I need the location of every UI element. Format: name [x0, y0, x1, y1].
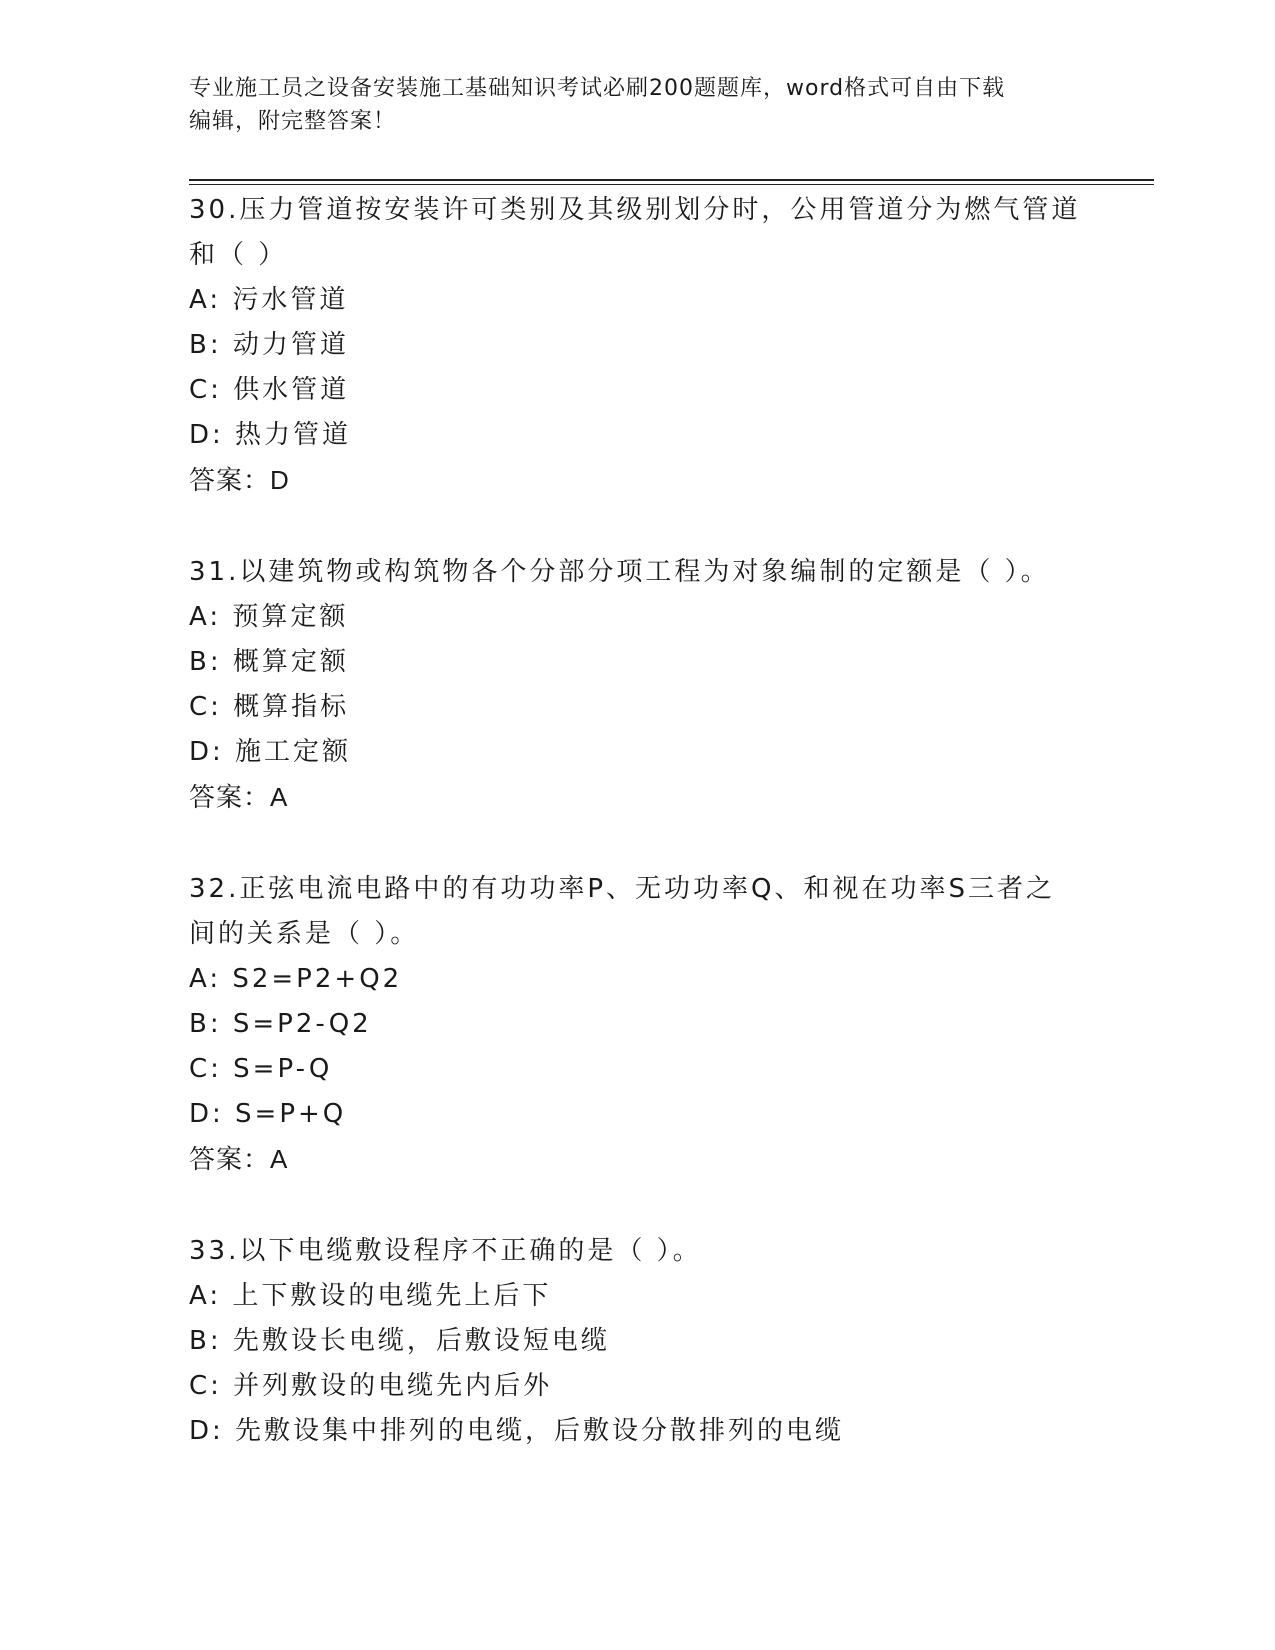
answer: 答案：D — [189, 465, 290, 495]
option-a: A: 预算定额 — [189, 602, 349, 632]
question-stem: 30.压力管道按安装许可类别及其级别划分时，公用管道分为燃气管道 — [189, 195, 1081, 225]
question-stem-continued: 间的关系是（ ）。 — [189, 919, 420, 949]
option-c: C: 并列敷设的电缆先内后外 — [189, 1371, 553, 1401]
question-list — [189, 188, 1089, 1454]
question-30 — [189, 188, 1089, 503]
option-a: A: S2=P2+Q2 — [189, 964, 403, 994]
option-b: B: 动力管道 — [189, 330, 349, 360]
question-32 — [189, 867, 1089, 1182]
option-a: A: 上下敷设的电缆先上后下 — [189, 1281, 552, 1311]
option-b: B: S=P2-Q2 — [189, 1009, 372, 1039]
spacer — [189, 820, 1089, 867]
option-d: D: 热力管道 — [189, 420, 352, 450]
option-c: C: S=P-Q — [189, 1054, 333, 1084]
question-stem: 31.以建筑物或构筑物各个分部分项工程为对象编制的定额是（ ）。 — [189, 557, 1050, 587]
answer: 答案：A — [189, 1144, 289, 1174]
header-line-2: 编辑，附完整答案！ — [189, 109, 397, 134]
spacer — [189, 1182, 1089, 1229]
question-stem-continued: 和（ ） — [189, 240, 288, 270]
header-divider-thin — [189, 184, 1154, 185]
spacer — [189, 503, 1089, 550]
header-divider-thick — [189, 179, 1154, 181]
option-c: C: 供水管道 — [189, 375, 350, 405]
header-line-1: 专业施工员之设备安装施工基础知识考试必刷200题题库，word格式可自由下载 — [189, 76, 1006, 101]
option-d: D: 先敷设集中排列的电缆，后敷设分散排列的电缆 — [189, 1416, 845, 1446]
question-31 — [189, 550, 1089, 820]
document-header — [189, 72, 1089, 138]
option-d: D: 施工定额 — [189, 737, 352, 767]
option-b: B: 先敷设长电缆，后敷设短电缆 — [189, 1326, 610, 1356]
option-d: D: S=P+Q — [189, 1099, 347, 1129]
option-b: B: 概算定额 — [189, 647, 349, 677]
question-stem: 33.以下电缆敷设程序不正确的是（ ）。 — [189, 1236, 702, 1266]
answer: 答案：A — [189, 782, 289, 812]
question-33 — [189, 1229, 1089, 1454]
option-c: C: 概算指标 — [189, 692, 350, 722]
option-a: A: 污水管道 — [189, 285, 349, 315]
question-stem: 32.正弦电流电路中的有功功率P、无功功率Q、和视在功率S三者之 — [189, 874, 1055, 904]
